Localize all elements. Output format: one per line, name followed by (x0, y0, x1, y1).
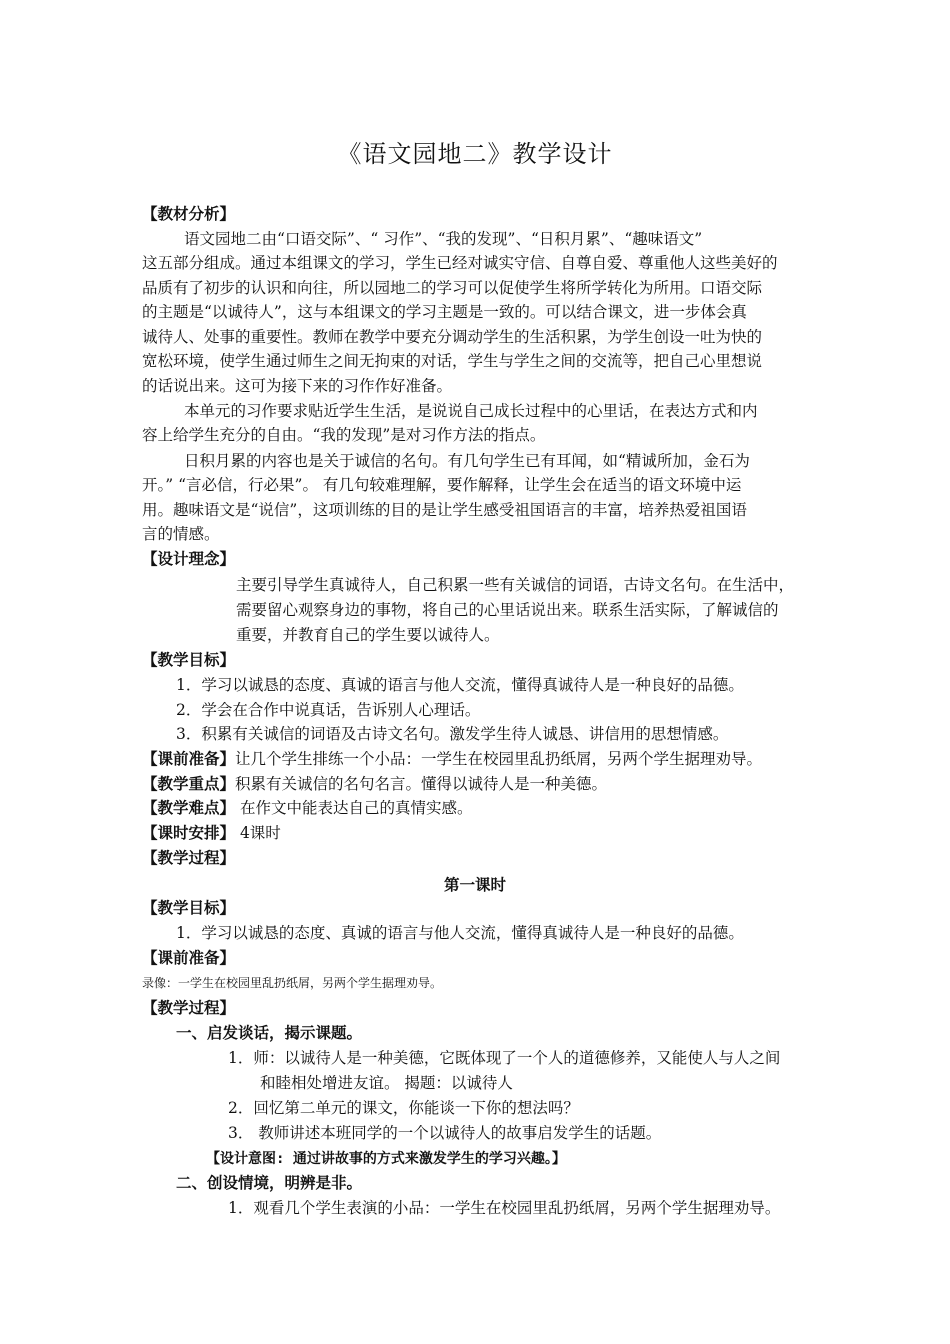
analysis-line: 宽松环境，使学生通过师生之间无拘束的对话，学生与学生之间的交流等，把自己心里想说 (142, 352, 763, 370)
process-heading: 【教学过程】 (142, 848, 236, 867)
time-line (142, 823, 281, 843)
lesson-title: 第一课时 (443, 875, 506, 894)
step-two-heading: 二、创设情境，明辨是非。 (176, 1173, 363, 1192)
design-intent-note: 【设计意图: 通过讲故事的方式来激发学生的学习兴趣。】 (206, 1151, 566, 1167)
step-item: 2．回忆第二单元的课文，你能谈一下你的想法吗？ (228, 1099, 579, 1117)
analysis-line: 日积月累的内容也是关于诚信的名句。有几句学生已有耳闻，如“精诚所加，金石为 (184, 452, 750, 470)
prep-heading: 【课前准备】 (142, 749, 236, 768)
document-title: 《语文园地二》教学设计 (337, 140, 613, 168)
analysis-line: 言的情感。 (142, 525, 220, 543)
prep-line (142, 749, 762, 769)
analysis-line: 本单元的习作要求贴近学生生活，是说说自己成长过程中的心里话，在表达方式和内 (184, 402, 758, 420)
lesson-goal-item: 1．学习以诚恳的态度、真诚的语言与他人交流，懂得真诚待人是一种良好的品德。 (176, 924, 744, 942)
idea-line: 重要，并教育自己的学生要以诚待人。 (236, 626, 500, 644)
step-item: 1．观看几个学生表演的小品：一学生在校园里乱扔纸屑，另两个学生据理劝导。 (228, 1199, 781, 1217)
lesson-goal-heading: 【教学目标】 (142, 898, 236, 917)
goal-item: 2．学会在合作中说真话，告诉别人心理话。 (176, 701, 481, 719)
analysis-line: 的主题是“以诚待人”，这与本组课文的学习主题是一致的。可以结合课文，进一步体会真 (142, 303, 747, 321)
time-text: 4课时 (235, 824, 281, 842)
step-item: 1．师：以诚待人是一种美德，它既体现了一个人的道德修养，又能使人与人之间 (228, 1049, 781, 1067)
prep-text: 让几个学生排练一个小品：一学生在校园里乱扔纸屑，另两个学生据理劝导。 (235, 750, 763, 768)
analysis-line: 开。” “言必信，行必果”。 有几句较难理解，要作解释，让学生会在适当的语文环境中运 (142, 476, 742, 494)
idea-heading: 【设计理念】 (142, 549, 236, 568)
key-text: 积累有关诚信的名句名言。懂得以诚待人是一种美德。 (235, 775, 608, 793)
idea-line: 需要留心观察身边的事物，将自己的心里话说出来。联系生活实际，了解诚信的 (236, 601, 779, 619)
idea-line: 主要引导学生真诚待人，自己积累一些有关诚信的词语，古诗文名句。在生活中， (236, 576, 795, 594)
analysis-line: 容上给学生充分的自由。“我的发现”是对习作方法的指点。 (142, 426, 546, 444)
analysis-line: 诚待人、处事的重要性。教师在教学中要充分调动学生的生活积累，为学生创设一吐为快的 (142, 328, 763, 346)
analysis-line: 这五部分组成。通过本组课文的学习，学生已经对诚实守信、自尊自爱、尊重他人这些美好的 (142, 254, 778, 272)
lesson-prep-text: 录像：一学生在校园里乱扔纸屑，另两个学生据理劝导。 (142, 976, 443, 990)
lesson-prep-heading: 【课前准备】 (142, 948, 236, 967)
goal-item: 3．积累有关诚信的词语及古诗文名句。激发学生待人诚恳、讲信用的思想情感。 (176, 725, 729, 743)
lesson-process-heading: 【教学过程】 (142, 998, 236, 1017)
difficulty-line (142, 798, 472, 818)
analysis-heading: 【教材分析】 (142, 204, 236, 223)
step-one-heading: 一、启发谈话，揭示课题。 (176, 1023, 363, 1042)
step-item: 和睦相处增进友谊。 揭题：以诚待人 (260, 1074, 513, 1092)
analysis-line: 的话说出来。这可为接下来的习作作好准备。 (142, 377, 453, 395)
key-heading: 【教学重点】 (142, 774, 236, 793)
goal-item: 1．学习以诚恳的态度、真诚的语言与他人交流，懂得真诚待人是一种良好的品德。 (176, 676, 744, 694)
difficulty-heading: 【教学难点】 (142, 798, 236, 817)
analysis-line: 用。趣味语文是“说信”，这项训练的目的是让学生感受祖国语言的丰富，培养热爱祖国语 (142, 501, 747, 519)
goal-heading: 【教学目标】 (142, 650, 236, 669)
key-line (142, 774, 607, 794)
analysis-line: 语文园地二由“口语交际”、“ 习作”、“我的发现”、“日积月累”、“趣味语文” (184, 230, 703, 248)
analysis-line: 品质有了初步的认识和向往，所以园地二的学习可以促使学生将所学转化为所用。口语交际 (142, 279, 763, 297)
time-heading: 【课时安排】 (142, 823, 236, 842)
step-item: 3． 教师讲述本班同学的一个以诚待人的故事启发学生的话题。 (228, 1124, 662, 1142)
difficulty-text: 在作文中能表达自己的真情实感。 (235, 799, 473, 817)
